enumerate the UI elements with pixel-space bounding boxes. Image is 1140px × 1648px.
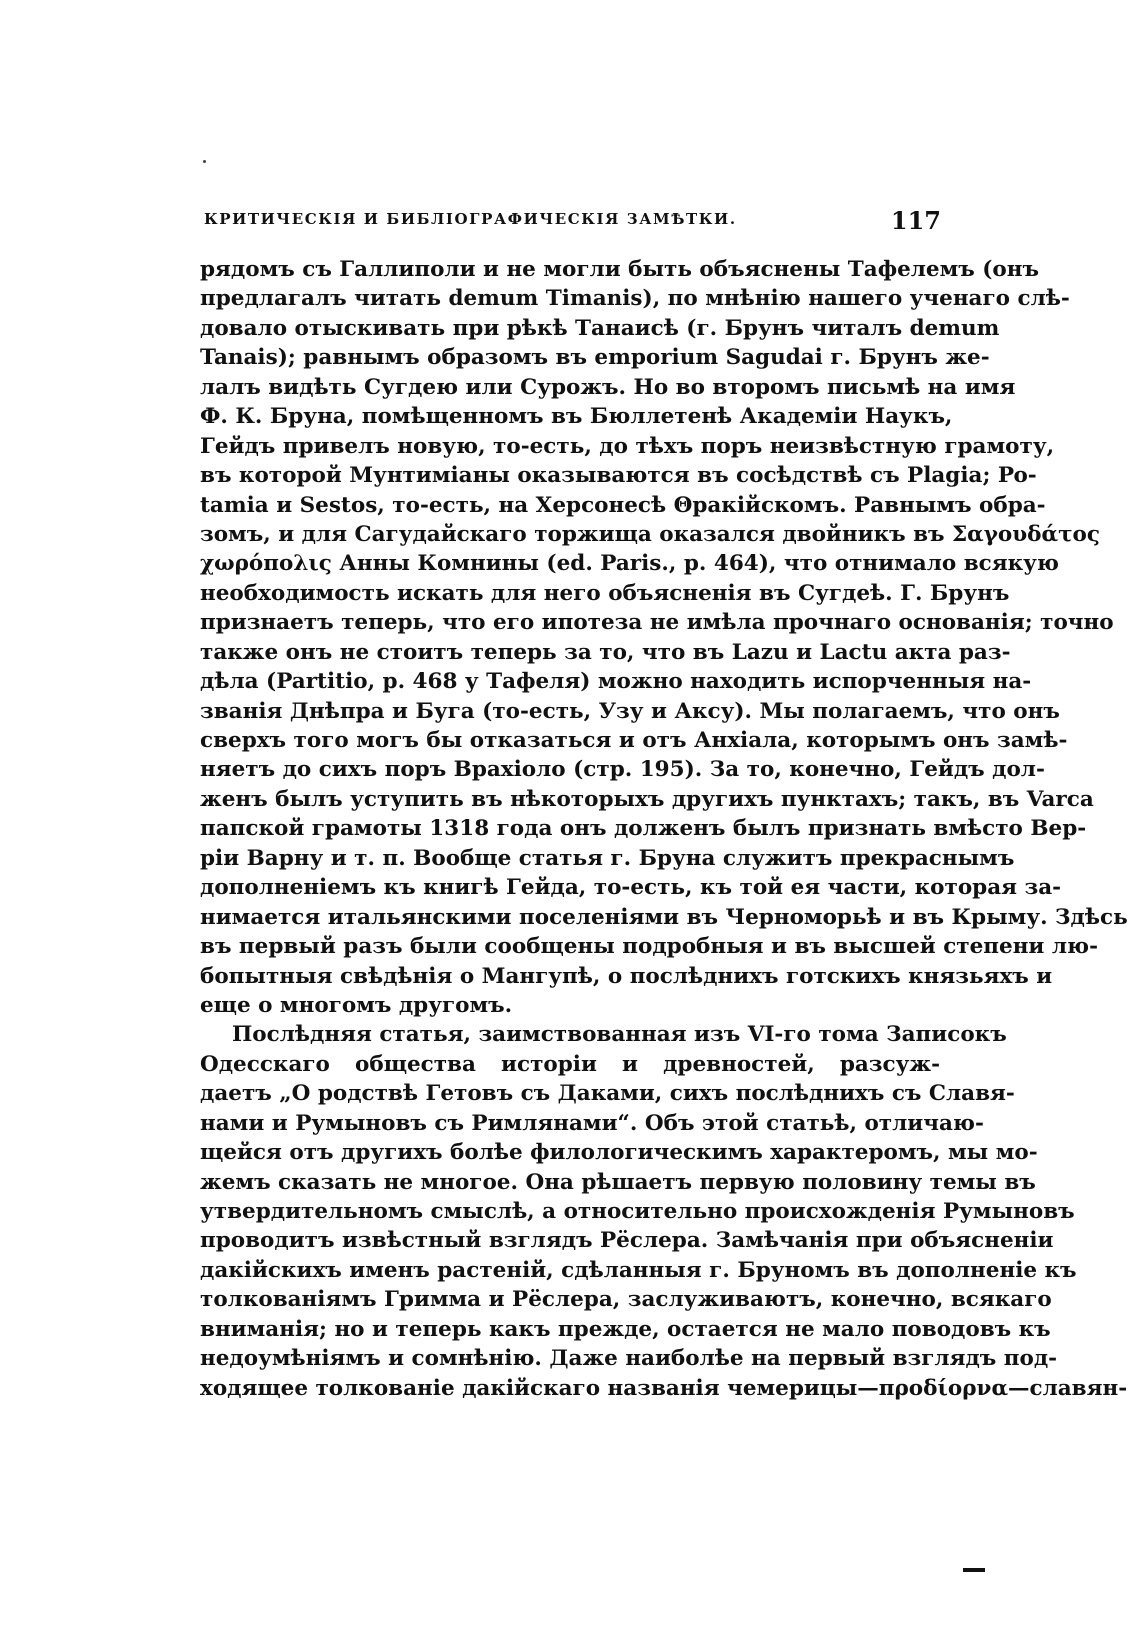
text-line: ріи Варну и т. п. Вообще статья г. Бруна служитъ прекраснымъ [200,845,1015,871]
page-header [204,206,941,234]
page-number: 117 [890,206,941,235]
text-line: Послѣдняя статья, заимствованная изъ VI-го тома Записокъ [232,1022,1007,1048]
text-line: жемъ сказать не многое. Она рѣшаетъ первую половину темы въ [200,1169,1036,1195]
text-line: дополненіемъ къ книгѣ Гейда, то-есть, къ той ея части, которая за- [200,875,1062,901]
text-line: tamia и Sestos, то-есть, на Херсонесѣ Θракійскомъ. Равнымъ обра- [200,492,1046,518]
text-line: рядомъ съ Галлиполи и не могли быть объяснены Тафелемъ (онъ [200,257,1039,282]
paragraph-2 [200,1020,1128,1403]
text-line: необходимость искать для него объясненія въ Сугдеѣ. Г. Брунъ [200,580,1010,606]
text-line: также онъ не стоитъ теперь за то, что въ Lazu и Lactu акта раз- [200,639,1011,665]
text-line: зомъ, и для Сагудайскаго торжища оказался двойникъ въ Σαγουδάτος [200,521,1100,547]
text-line: въ первый разъ были сообщены подробныя и въ высшей степени лю- [200,934,1098,960]
print-speck [203,160,206,163]
text-line: Гейдъ привелъ новую, то-есть, до тѣхъ поръ неизвѣстную грамоту, [200,433,1055,459]
margin-mark [963,1568,985,1572]
text-line: ходящее толкованіе дакійскаго названія чемерицы—προδίορνα—славян- [200,1375,1128,1401]
text-line: еще о многомъ другомъ. [200,992,513,1018]
text-line: дѣла (Partitio, p. 468 у Тафеля) можно находить испорченныя на- [200,669,1032,695]
text-line: вниманія; но и теперь какъ прежде, остается не мало поводовъ къ [200,1316,1051,1342]
text-line: Ф. К. Бруна, помѣщенномъ въ Бюллетенѣ Академіи Наукъ, [200,404,953,430]
text-line: въ которой Мунтиміаны оказываются въ сосѣдствѣ съ Plagia; Po- [200,463,1037,489]
text-line: толкованіямъ Гримма и Рёслера, заслуживаютъ, конечно, всякаго [200,1287,1052,1313]
text-line: даетъ „О родствѣ Гетовъ съ Даками, сихъ послѣднихъ съ Славя- [200,1081,1015,1107]
text-line: щейся отъ другихъ болѣе филологическимъ характеромъ, мы мо- [200,1140,1038,1166]
text-line: χωρόπολις Анны Комнины (ed. Paris., p. 464), что отнимало всякую [200,551,1059,577]
text-line: Одесскаго общества исторіи и древностей, разсуж- [200,1051,940,1077]
text-line: званія Днѣпра и Буга (то-есть, Узу и Аксу). Мы полагаемъ, что онъ [200,698,1060,724]
text-line: няетъ до сихъ поръ Врахіоло (стр. 195). За то, конечно, Гейдъ дол- [200,757,1045,783]
body-text [200,255,1128,1403]
running-head: КРИТИЧЕСКІЯ И БИБЛІОГРАФИЧЕСКІЯ ЗАМѢТКИ. [204,210,737,228]
text-line: утвердительномъ смыслѣ, а относительно происхожденія Румыновъ [200,1199,1075,1224]
text-line: довало отыскивать при рѣкѣ Танаисѣ (г. Брунъ читалъ demum [200,315,1000,341]
text-line: сверхъ того могъ бы отказаться и отъ Анхіала, которымъ онъ замѣ- [200,728,1068,753]
text-line: Tanais); равнымъ образомъ въ emporium Sagudai г. Брунъ же- [200,345,990,371]
text-line: недоумѣніямъ и сомнѣнію. Даже наиболѣе на первый взглядъ под- [200,1346,1058,1372]
text-line: нами и Румыновъ съ Римлянами“. Объ этой статьѣ, отличаю- [200,1110,984,1136]
paragraph-1 [200,255,1128,1020]
text-line: лалъ видѣть Сугдею или Сурожъ. Но во второмъ письмѣ на имя [200,374,1016,400]
text-line: папской грамоты 1318 года онъ долженъ былъ признать вмѣсто Вер- [200,816,1087,842]
text-line: проводитъ извѣстный взглядъ Рёслера. Замѣчанія при объясненіи [200,1228,1054,1254]
text-line: признаетъ теперь, что его ипотеза не имѣла прочнаго основанія; точно [200,610,1114,636]
text-line: дакійскихъ именъ растеній, сдѣланныя г. Бруномъ въ дополненіе къ [200,1257,1077,1283]
text-line: нимается итальянскими поселеніями въ Черноморьѣ и въ Крыму. Здѣсь [200,904,1128,930]
text-line: бопытныя свѣдѣнія о Мангупѣ, о послѣднихъ готскихъ князьяхъ и [200,963,1053,989]
text-line: предлагалъ читать demum Timanis), по мнѣнію нашего ученаго слѣ- [200,286,1070,312]
text-line: женъ былъ уступить въ нѣкоторыхъ другихъ пунктахъ; такъ, въ Varca [200,786,1094,812]
